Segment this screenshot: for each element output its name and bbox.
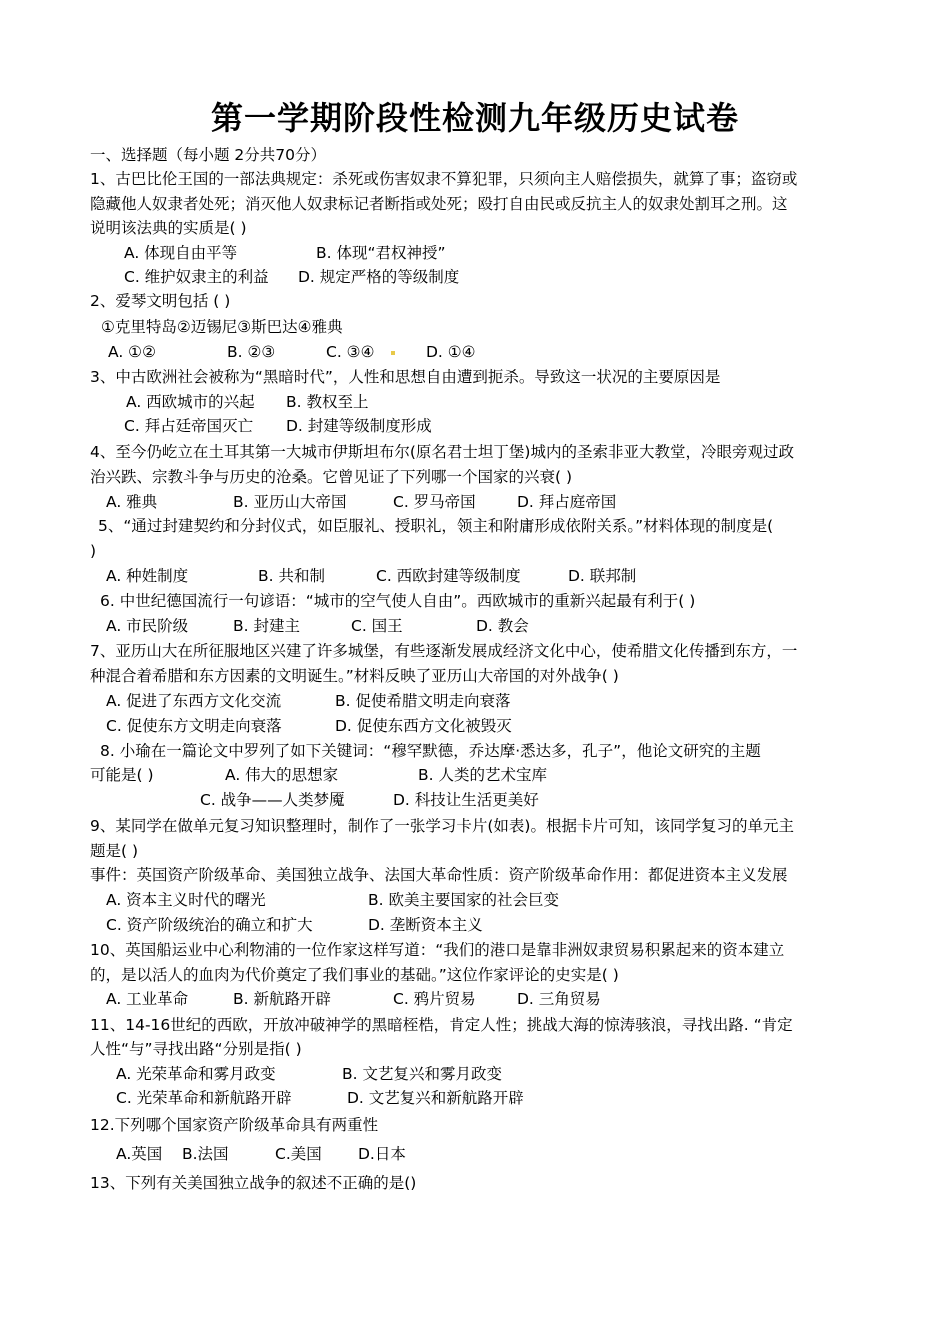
exam-title: 第一学期阶段性检测九年级历史试卷 <box>210 99 739 137</box>
question-6-options-row <box>0 615 950 637</box>
question-6-line-1: 6. 中世纪德国流行一句谚语：“城市的空气使人自由”。西欧城市的重新兴起最有利于( ) <box>100 592 696 610</box>
question-1-line-1: 1、古巴比伦王国的一部法典规定：杀死或伤害奴隶不算犯罪，只须向主人赔偿损失，就算了事；盗窃或 <box>90 170 798 188</box>
question-9-option-b: B. 欧美主要国家的社会巨变 <box>368 891 559 909</box>
question-3-option-a: A. 西欧城市的兴起 <box>126 393 255 411</box>
question-10-options-row <box>0 988 950 1010</box>
question-1-option-b: B. 体现“君权神授” <box>316 244 446 262</box>
question-9-options-row-1 <box>0 889 950 911</box>
question-9-line-2: 题是( ) <box>90 842 139 860</box>
question-5-option-c: C. 西欧封建等级制度 <box>376 567 521 585</box>
question-9-option-c: C. 资产阶级统治的确立和扩大 <box>106 916 313 934</box>
question-11-option-a: A. 光荣革命和雾月政变 <box>116 1065 276 1083</box>
question-5-option-b: B. 共和制 <box>258 567 325 585</box>
question-5-line-1: 5、“通过封建契约和分封仪式，如臣服礼、授职礼，领主和附庸形成依附关系。”材料体现的制度是( <box>98 517 774 535</box>
question-9-line-1: 9、某同学在做单元复习知识整理时，制作了一张学习卡片(如表)。根据卡片可知，该同学复习的单元主 <box>90 817 794 835</box>
question-11-options-row-1 <box>0 1063 950 1085</box>
question-12-option-a: A.英国 <box>116 1145 163 1163</box>
question-7-line-1: 7、亚历山大在所征服地区兴建了许多城堡，有些逐渐发展成经济文化中心，使希腊文化传播到东方，一 <box>90 642 798 660</box>
question-3-options-row-2 <box>0 415 950 437</box>
question-1-option-c: C. 维护奴隶主的利益 <box>124 268 269 286</box>
question-8-option-b: B. 人类的艺术宝库 <box>418 766 547 784</box>
question-1-options-row-1 <box>0 242 950 264</box>
question-1-option-a: A. 体现自由平等 <box>124 244 238 262</box>
question-11-line-2: 人性“与”寻找出路“分别是指( ) <box>90 1040 302 1058</box>
question-5-line-2: ) <box>90 542 97 560</box>
question-11-option-b: B. 文艺复兴和雾月政变 <box>342 1065 502 1083</box>
question-8-option-c: C. 战争——人类梦魇 <box>200 791 345 809</box>
question-9-card: 事件：英国资产阶级革命、美国独立战争、法国大革命性质：资产阶级革命作用：都促进资本主义发展 <box>90 866 788 884</box>
question-4-options-row <box>0 491 950 513</box>
question-7-options-row-2 <box>0 715 950 737</box>
question-12-line-1: 12.下列哪个国家资产阶级革命具有两重性 <box>90 1116 379 1134</box>
question-3-option-c: C. 拜占廷帝国灭亡 <box>124 417 254 435</box>
question-7-option-a: A. 促进了东西方文化交流 <box>106 692 282 710</box>
question-4-option-b: B. 亚历山大帝国 <box>233 493 347 511</box>
question-9-option-a: A. 资本主义时代的曙光 <box>106 891 266 909</box>
section-heading: 一、选择题（每小题 2分共70分） <box>90 146 327 164</box>
question-10-option-b: B. 新航路开辟 <box>233 990 331 1008</box>
question-8-options-row-1 <box>0 764 950 786</box>
question-8-line-1: 8. 小瑜在一篇论文中罗列了如下关键词：“穆罕默德，乔达摩·悉达多，孔子”，他论文研究的主题 <box>100 742 761 760</box>
stray-mark <box>391 351 395 355</box>
question-12-option-c: C.美国 <box>275 1145 322 1163</box>
question-9-option-d: D. 垄断资本主义 <box>368 916 483 934</box>
question-6-option-d: D. 教会 <box>476 617 529 635</box>
question-8-line-2: 可能是( ) <box>90 766 154 784</box>
question-2-line-2: ①克里特岛②迈锡尼③斯巴达④雅典 <box>101 318 343 336</box>
question-4-option-c: C. 罗马帝国 <box>393 493 476 511</box>
question-4-option-d: D. 拜占庭帝国 <box>517 493 617 511</box>
question-7-option-c: C. 促使东方文明走向衰落 <box>106 717 282 735</box>
question-3-options-row-1 <box>0 391 950 413</box>
question-7-line-2: 种混合着希腊和东方因素的文明诞生。”材料反映了亚历山大帝国的对外战争( ) <box>90 667 619 685</box>
question-8-option-d: D. 科技让生活更美好 <box>393 791 539 809</box>
question-7-option-d: D. 促使东西方文化被毁灭 <box>335 717 512 735</box>
question-2-option-d: D. ①④ <box>426 343 476 361</box>
question-10-option-a: A. 工业革命 <box>106 990 189 1008</box>
question-4-option-a: A. 雅典 <box>106 493 158 511</box>
question-1-options-row-2 <box>0 266 950 288</box>
question-4-line-2: 治兴跌、宗教斗争与历史的沧桑。它曾见证了下列哪一个国家的兴衰( ) <box>90 468 573 486</box>
question-9-options-row-2 <box>0 914 950 936</box>
question-7-option-b: B. 促使希腊文明走向衰落 <box>335 692 511 710</box>
question-11-options-row-2 <box>0 1087 950 1109</box>
question-3-option-b: B. 教权至上 <box>286 393 369 411</box>
question-12-option-b: B.法国 <box>182 1145 229 1163</box>
question-10-line-2: 的，是以活人的血肉为代价奠定了我们事业的基础。”这位作家评论的史实是( ) <box>90 966 619 984</box>
question-11-option-d: D. 文艺复兴和新航路开辟 <box>347 1089 524 1107</box>
question-13-line-1: 13、下列有关美国独立战争的叙述不正确的是() <box>90 1174 417 1192</box>
question-10-option-c: C. 鸦片贸易 <box>393 990 476 1008</box>
question-1-option-d: D. 规定严格的等级制度 <box>298 268 460 286</box>
question-5-option-a: A. 种姓制度 <box>106 567 189 585</box>
question-3-option-d: D. 封建等级制度形成 <box>286 417 432 435</box>
question-3-line-1: 3、中古欧洲社会被称为“黑暗时代”，人性和思想自由遭到扼杀。导致这一状况的主要原因是 <box>90 368 721 386</box>
question-2-option-c: C. ③④ <box>326 343 375 361</box>
question-10-line-1: 10、英国船运业中心利物浦的一位作家这样写道：“我们的港口是靠非洲奴隶贸易积累起来的资本建立 <box>90 941 785 959</box>
question-6-option-c: C. 国王 <box>351 617 403 635</box>
question-2-line-1: 2、爱琴文明包括 ( ) <box>90 292 231 310</box>
question-2-option-b: B. ②③ <box>227 343 276 361</box>
question-2-option-a: A. ①② <box>108 343 156 361</box>
question-10-option-d: D. 三角贸易 <box>517 990 601 1008</box>
question-11-option-c: C. 光荣革命和新航路开辟 <box>116 1089 292 1107</box>
question-1-line-2: 隐藏他人奴隶者处死；消灭他人奴隶标记者断指或处死；殴打自由民或反抗主人的奴隶处割耳之刑。这 <box>90 195 788 213</box>
question-6-option-b: B. 封建主 <box>233 617 300 635</box>
question-8-option-a: A. 伟大的思想家 <box>225 766 339 784</box>
question-2-options-row <box>0 341 950 363</box>
question-6-option-a: A. 市民阶级 <box>106 617 189 635</box>
question-12-options-row <box>0 1143 950 1165</box>
question-5-options-row <box>0 565 950 587</box>
question-4-line-1: 4、至今仍屹立在土耳其第一大城市伊斯坦布尔(原名君士坦丁堡)城内的圣索非亚大教堂，冷眼旁观过政 <box>90 443 794 461</box>
question-5-option-d: D. 联邦制 <box>568 567 637 585</box>
question-7-options-row-1 <box>0 690 950 712</box>
question-11-line-1: 11、14-16世纪的西欧，开放冲破神学的黑暗桎梏，肯定人性；挑战大海的惊涛骇浪，寻找出路. “肯定 <box>90 1016 793 1034</box>
question-1-line-3: 说明该法典的实质是( ) <box>90 219 247 237</box>
question-8-options-row-2 <box>0 789 950 811</box>
question-12-option-d: D.日本 <box>358 1145 406 1163</box>
